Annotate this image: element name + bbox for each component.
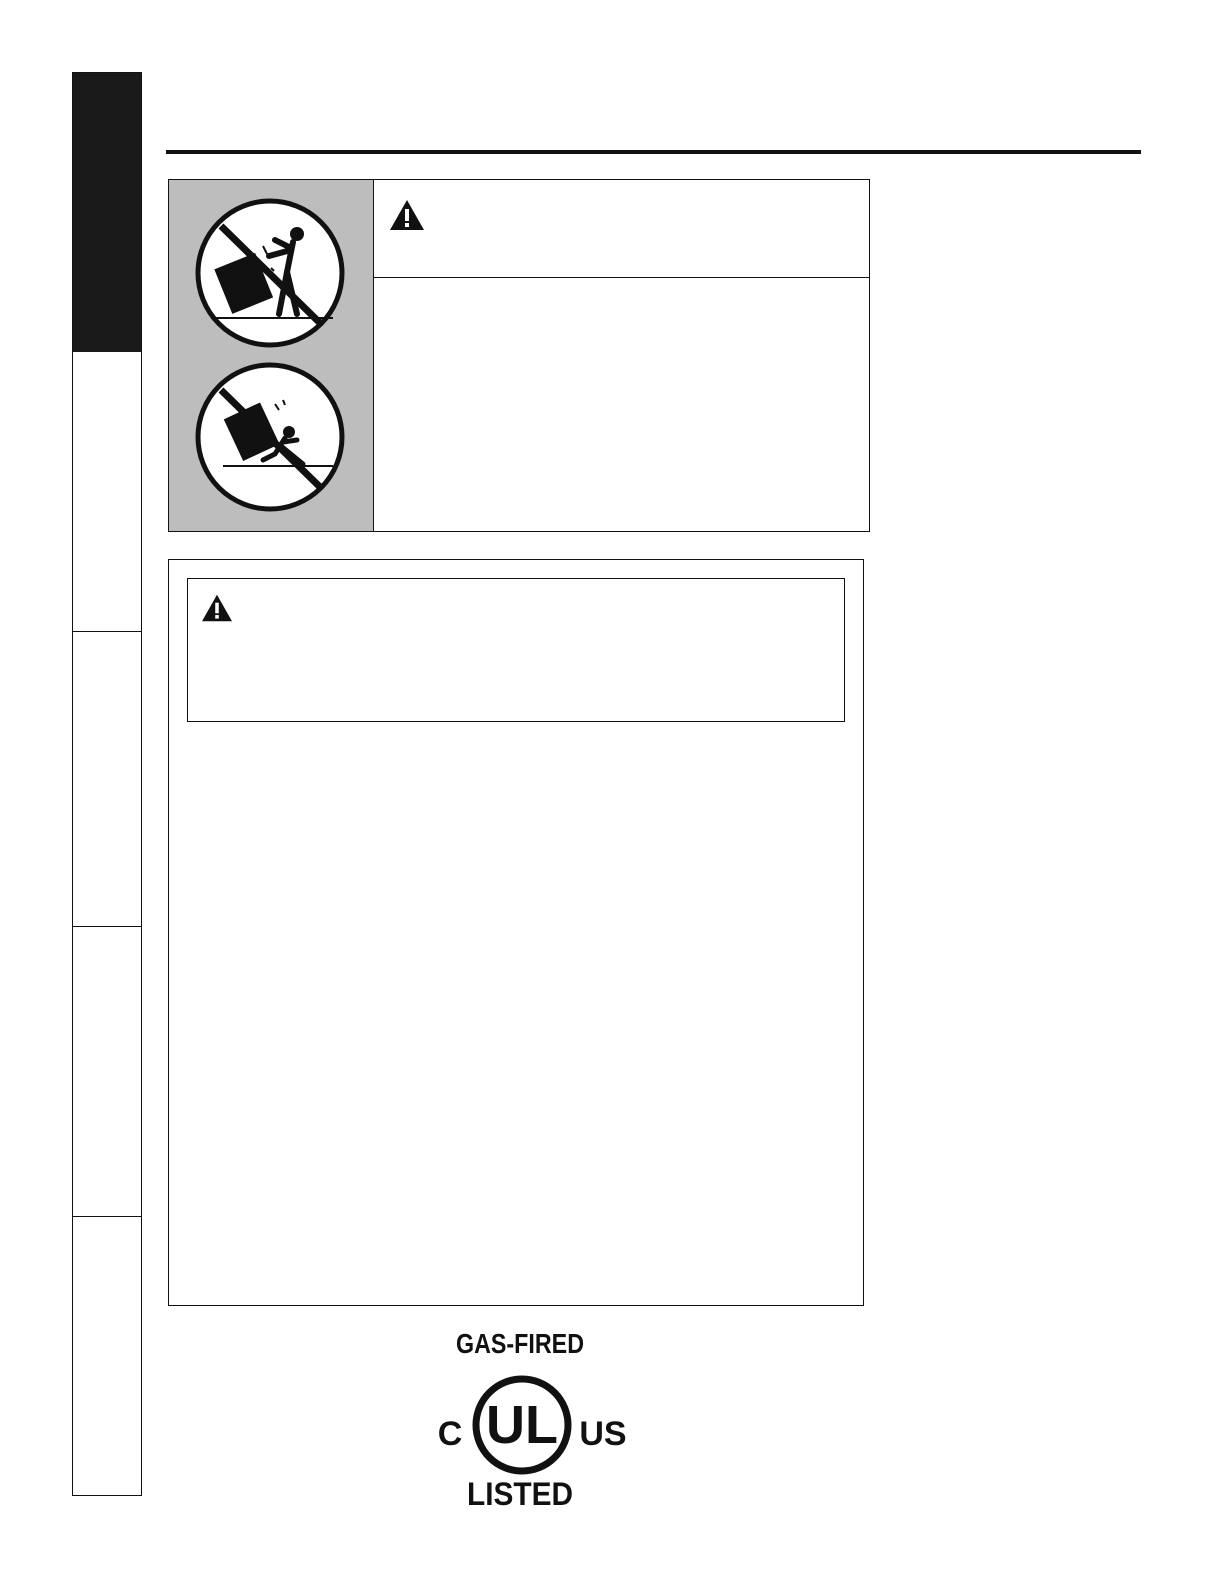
no-tip-over-person-icon: [193, 196, 347, 350]
warning-inner-box: [187, 578, 845, 722]
safety-warning-box: [168, 559, 864, 1306]
side-tab-active: [73, 73, 141, 352]
ul-listed-mark: [430, 1325, 630, 1515]
ul-bottom-text: LISTED: [467, 1476, 573, 1512]
header-rule: [166, 150, 1141, 154]
ul-top-text: GAS-FIRED: [456, 1328, 584, 1359]
warning-triangle-icon: [200, 593, 234, 623]
ul-left-text: C: [437, 1415, 463, 1453]
warning-triangle-icon: [388, 198, 426, 232]
pictogram-panel: [169, 180, 374, 531]
side-tab-divider: [73, 926, 141, 927]
ul-logo-text: UL: [486, 1395, 558, 1455]
side-tab-divider: [73, 1216, 141, 1217]
ul-right-text: US: [579, 1415, 627, 1453]
side-tab-divider: [73, 631, 141, 632]
no-tip-over-child-icon: [193, 360, 347, 514]
side-tab-bar: [72, 72, 142, 1496]
warning-header-row: [374, 180, 869, 278]
anti-tip-warning-box: [168, 179, 870, 532]
